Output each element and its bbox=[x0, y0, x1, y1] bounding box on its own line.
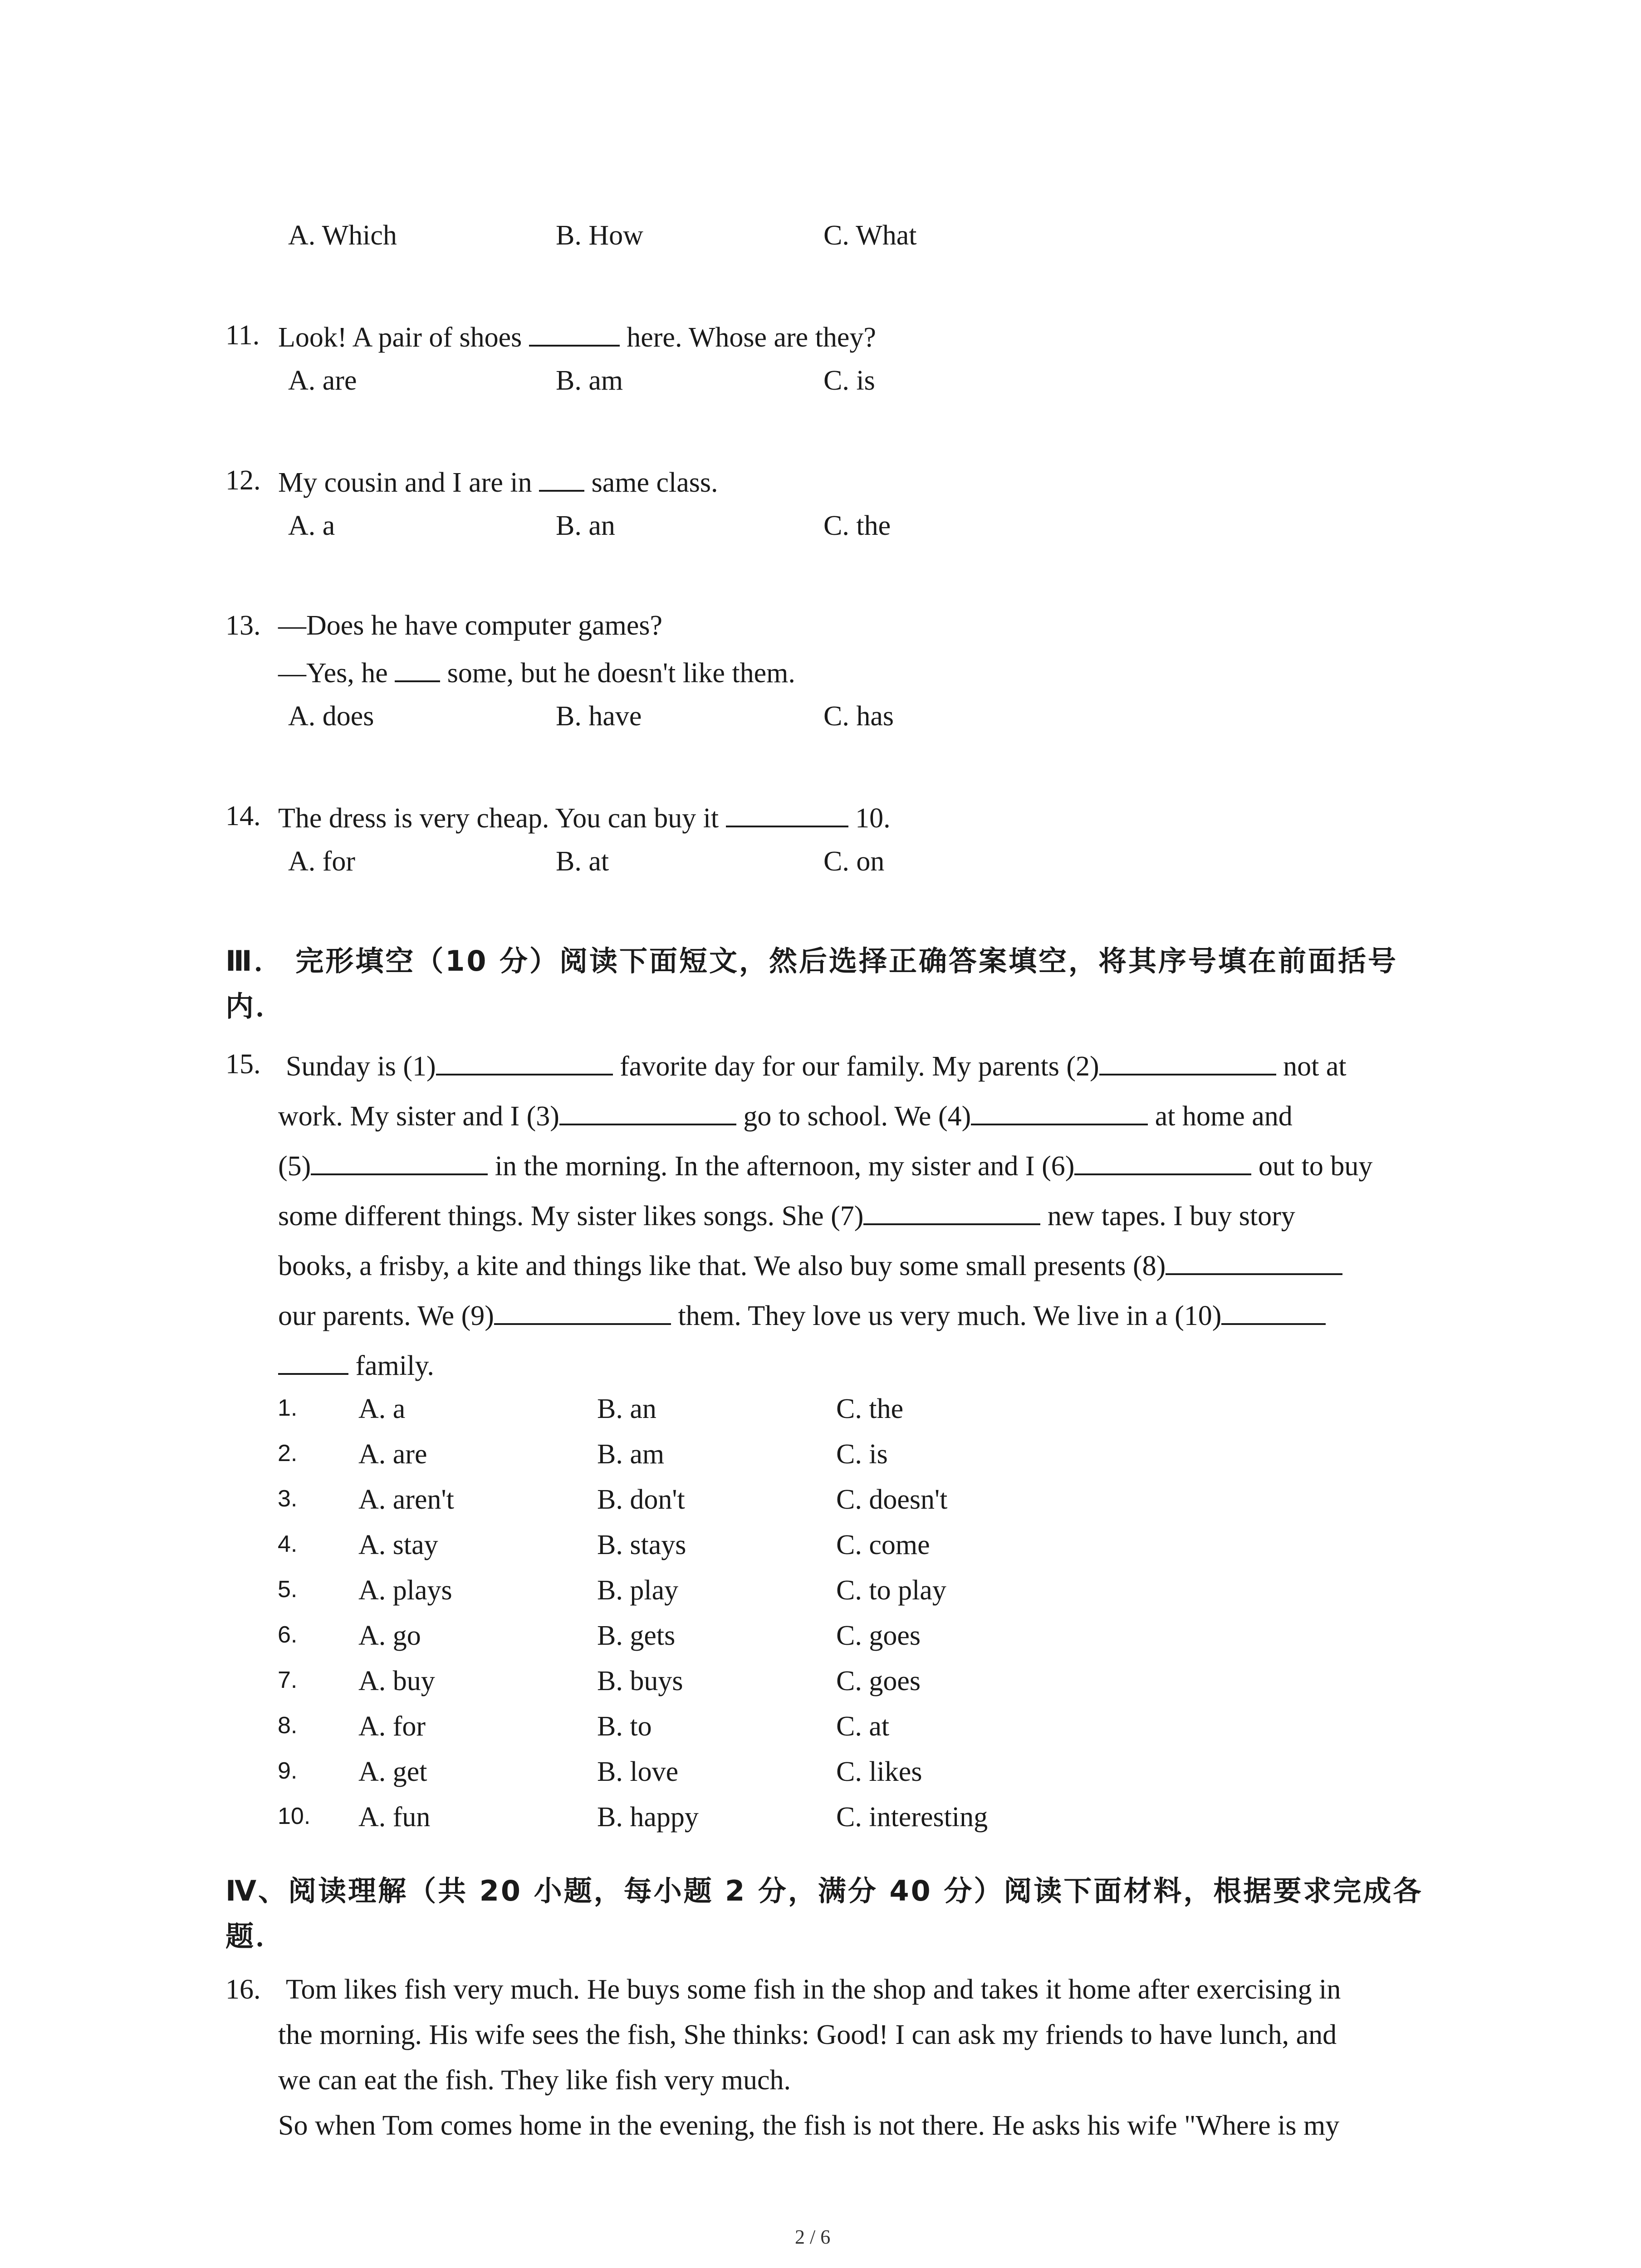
cloze-option-a: A. aren't bbox=[358, 1484, 454, 1515]
cloze-option-b: B. happy bbox=[597, 1802, 699, 1833]
cloze-option-c: C. goes bbox=[836, 1620, 921, 1651]
q13-line-2: —Yes, he some, but he doesn't like them. bbox=[278, 658, 795, 689]
q12-option-a: A. a bbox=[288, 510, 335, 541]
cloze-item-number: 8. bbox=[278, 1712, 298, 1739]
section-3-heading: Ⅲ． 完形填空（10 分）阅读下面短文，然后选择正确答案填空，将其序号填在前面括号 bbox=[225, 944, 1398, 978]
cloze-item-number: 7. bbox=[278, 1667, 298, 1693]
cloze-option-c: C. doesn't bbox=[836, 1484, 948, 1515]
passage-line-7: family. bbox=[278, 1349, 434, 1380]
q13-number: 13. bbox=[225, 610, 261, 641]
cloze-item-number: 1. bbox=[278, 1395, 298, 1421]
page-number: 2 / 6 bbox=[795, 2226, 831, 2248]
cloze-option-b: B. an bbox=[597, 1393, 656, 1424]
cloze-option-c: C. interesting bbox=[836, 1802, 988, 1833]
q13-line-1: —Does he have computer games? bbox=[278, 610, 663, 641]
passage-line-6: our parents. We (9) them. They love us very much. We live in a (10) bbox=[278, 1300, 1326, 1330]
section-4-heading: Ⅳ、阅读理解（共 20 小题，每小题 2 分，满分 40 分）阅读下面材料，根据要求完成各 bbox=[225, 1874, 1423, 1907]
cloze-option-c: C. come bbox=[836, 1530, 930, 1560]
q12-option-c: C. the bbox=[823, 510, 891, 541]
passage-line-3: (5) in the morning. In the afternoon, my sister and I (6) out to buy bbox=[278, 1151, 1373, 1182]
cloze-option-b: B. buys bbox=[597, 1666, 683, 1696]
passage-line-2: work. My sister and I (3) go to school. We (4) at home and bbox=[278, 1101, 1293, 1132]
cloze-option-b: B. stays bbox=[597, 1530, 686, 1560]
q11-option-b: B. am bbox=[556, 365, 623, 396]
passage-line-5: books, a frisby, a kite and things like that. We also buy some small presents (8) bbox=[278, 1250, 1342, 1280]
q16-line-3: we can eat the fish. They like fish very much. bbox=[278, 2065, 791, 2096]
q14-option-c: C. on bbox=[823, 846, 885, 877]
cloze-option-a: A. for bbox=[358, 1711, 426, 1742]
section-4-heading-cont: 题． bbox=[225, 1920, 286, 1953]
cloze-item-number: 10. bbox=[278, 1803, 311, 1829]
cloze-item-number: 9. bbox=[278, 1758, 298, 1784]
q12-option-b: B. an bbox=[556, 510, 615, 541]
q12-stem: My cousin and I are in same class. bbox=[278, 467, 718, 498]
q16-line-4: So when Tom comes home in the evening, the fish is not there. He asks his wife "Where is my bbox=[278, 2110, 1340, 2141]
passage-line-1: Sunday is (1) favorite day for our family. My parents (2) not at bbox=[286, 1051, 1347, 1082]
cloze-item-number: 5. bbox=[278, 1576, 298, 1603]
cloze-option-c: C. likes bbox=[836, 1756, 922, 1787]
cloze-option-b: B. am bbox=[597, 1439, 665, 1470]
q16-number: 16. bbox=[225, 1974, 261, 2005]
q15-number: 15. bbox=[225, 1049, 261, 1080]
cloze-option-b: B. play bbox=[597, 1575, 679, 1606]
q10-option-c: C. What bbox=[823, 220, 917, 251]
cloze-option-c: C. the bbox=[836, 1393, 904, 1424]
q14-option-a: A. for bbox=[288, 846, 356, 877]
cloze-option-b: B. don't bbox=[597, 1484, 685, 1515]
cloze-option-b: B. love bbox=[597, 1756, 679, 1787]
q16-line-1: Tom likes fish very much. He buys some fish in the shop and takes it home after exercising in bbox=[286, 1974, 1341, 2005]
cloze-option-a: A. get bbox=[358, 1756, 427, 1787]
q13-option-b: B. have bbox=[556, 701, 642, 732]
q14-stem: The dress is very cheap. You can buy it 10. bbox=[278, 803, 891, 834]
q11-number: 11. bbox=[225, 320, 260, 351]
cloze-item-number: 2. bbox=[278, 1440, 298, 1466]
cloze-option-a: A. stay bbox=[358, 1530, 438, 1560]
cloze-item-number: 3. bbox=[278, 1486, 298, 1512]
cloze-item-number: 6. bbox=[278, 1622, 298, 1648]
cloze-option-b: B. gets bbox=[597, 1620, 676, 1651]
cloze-option-a: A. fun bbox=[358, 1802, 431, 1833]
q13-option-a: A. does bbox=[288, 701, 374, 732]
q14-number: 14. bbox=[225, 801, 261, 831]
cloze-option-b: B. to bbox=[597, 1711, 652, 1742]
cloze-option-c: C. is bbox=[836, 1439, 888, 1470]
cloze-option-a: A. a bbox=[358, 1393, 406, 1424]
q10-option-a: A. Which bbox=[288, 220, 397, 251]
q13-option-c: C. has bbox=[823, 701, 894, 732]
passage-line-4: some different things. My sister likes songs. She (7) new tapes. I buy story bbox=[278, 1201, 1295, 1232]
q12-number: 12. bbox=[225, 465, 261, 496]
section-3-heading-cont: 内． bbox=[225, 990, 286, 1023]
q10-option-b: B. How bbox=[556, 220, 643, 251]
cloze-option-c: C. to play bbox=[836, 1575, 946, 1606]
q11-option-c: C. is bbox=[823, 365, 875, 396]
cloze-option-a: A. buy bbox=[358, 1666, 435, 1696]
cloze-option-a: A. plays bbox=[358, 1575, 452, 1606]
q11-option-a: A. are bbox=[288, 365, 357, 396]
q14-option-b: B. at bbox=[556, 846, 609, 877]
cloze-option-a: A. go bbox=[358, 1620, 421, 1651]
q16-line-2: the morning. His wife sees the fish, She thinks: Good! I can ask my friends to have lunch, and bbox=[278, 2019, 1337, 2050]
cloze-option-c: C. at bbox=[836, 1711, 890, 1742]
cloze-option-c: C. goes bbox=[836, 1666, 921, 1696]
cloze-item-number: 4. bbox=[278, 1531, 298, 1557]
q11-stem: Look! A pair of shoes here. Whose are they? bbox=[278, 322, 876, 353]
cloze-option-a: A. are bbox=[358, 1439, 427, 1470]
